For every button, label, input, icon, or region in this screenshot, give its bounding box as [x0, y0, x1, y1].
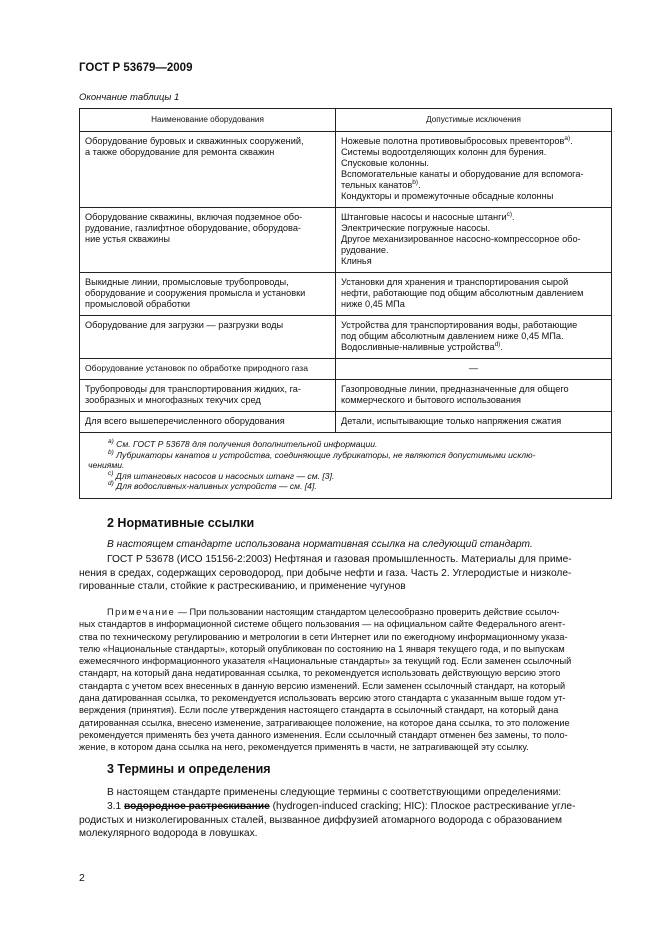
footnote — [88, 471, 605, 482]
cell-line: Для всего вышеперечисленного оборудования — [85, 416, 285, 426]
table-row — [80, 380, 612, 412]
column-header-equipment: Наименование оборудования — [80, 109, 336, 132]
term: водородное растрескивание — [124, 801, 270, 812]
table-row — [80, 273, 612, 316]
table-row — [80, 359, 612, 380]
intro-line: В настоящем стандарте применены следующие термины с соответствующими определениями: — [107, 787, 562, 798]
section-3-heading: 3 Термины и определения — [107, 762, 271, 776]
cell-line: Оборудование установок по обработке природного газа — [85, 363, 309, 373]
equipment-cell — [80, 273, 336, 316]
cell-line: ниже 0,45 МПа — [341, 299, 405, 309]
cell-line: Газопроводные линии, предназначенные для общего — [341, 384, 569, 394]
table-row — [80, 208, 612, 273]
definition-text: (hydrogen-induced cracking; HIC): Плоское растрескивание угле- — [269, 801, 576, 812]
reference-line: гированные стали, стойкие к растрескиванию, и применение чугунов — [79, 581, 406, 592]
cell-line: рудование, газлифтное оборудование, оборудова- — [85, 223, 301, 233]
cell-line: коммерческого и бытового использования — [341, 395, 521, 405]
reference-line: ГОСТ Р 53678 (ИСО 15156-2:2003) Нефтяная и газовая промышленность. Материалы для приме- — [107, 554, 572, 565]
cell-line: Другое механизированное насосно-компрессорное обо- — [341, 234, 581, 244]
equipment-cell — [80, 412, 336, 433]
footnote-text: Для водосливных-наливных устройств — см. [4]. — [113, 481, 317, 491]
document-header: ГОСТ Р 53679—2009 — [79, 62, 193, 74]
equipment-exceptions-table — [79, 108, 612, 499]
footnote-ref: b) — [412, 178, 419, 186]
footnote-mark: d) — [108, 480, 114, 488]
footnote — [88, 450, 605, 461]
definition-line — [79, 800, 612, 814]
cell-line: ние устья скважины — [85, 234, 170, 244]
cell-line — [341, 212, 606, 223]
note-line: верждения (принятия). Если после утверждения настоящего стандарта в ссылочный стандарт, на который дана — [79, 705, 559, 716]
cell-line: Выкидные линии, промысловые трубопроводы, — [85, 277, 289, 287]
footnote-mark: b) — [108, 448, 114, 456]
table-continuation-caption: Окончание таблицы 1 — [79, 92, 180, 103]
reference-line: нения в средах, содержащих сероводород, при добыче нефти и газа. Часть 2. Углеродистые и низколе- — [79, 567, 572, 579]
cell-text: . — [512, 212, 515, 222]
cell-line: Системы водоотделяющих колонн для бурения. — [341, 147, 547, 157]
term-definition — [79, 800, 612, 841]
note-line — [79, 606, 612, 618]
cell-line: оборудование и сооружения промысла и установки — [85, 288, 306, 298]
note-line: ежемесячного информационного указателя «Национальные стандарты» за текущий год. Если заменен ссылочный — [79, 656, 572, 667]
footnote — [88, 460, 605, 471]
footnote-text: См. ГОСТ Р 53678 для получения дополнительной информации. — [113, 439, 378, 449]
table-row — [80, 412, 612, 433]
column-header-exceptions: Допустимые исключения — [336, 109, 612, 132]
cell-line: промысловой обработки — [85, 299, 190, 309]
exceptions-cell — [336, 380, 612, 412]
cell-line: а также оборудование для ремонта скважин — [85, 147, 275, 157]
note-line: стандарт, на который дана недатированная ссылка, то рекомендуется использовать действующую версию этого — [79, 668, 561, 679]
cell-line: Кондукторы и промежуточные обсадные колонны — [341, 191, 554, 201]
cell-text: Штанговые насосы и насосные штанги — [341, 212, 507, 222]
exceptions-cell — [336, 359, 612, 380]
cell-text: Водосливные-наливные устройства — [341, 342, 495, 352]
note-label: Примечание — [107, 607, 176, 617]
exceptions-cell — [336, 273, 612, 316]
cell-line: Оборудование для загрузки — разгрузки воды — [85, 320, 284, 330]
section-2-intro — [79, 538, 612, 552]
cell-line — [341, 136, 606, 147]
equipment-cell — [80, 380, 336, 412]
exceptions-cell — [336, 316, 612, 359]
footnote-mark: а) — [108, 438, 114, 446]
cell-line: Установки для хранения и транспортирования сырой — [341, 277, 569, 287]
footnote-text: Для штанговых насосов и насосных штанг — см. [3]. — [113, 470, 335, 481]
equipment-cell — [80, 132, 336, 208]
cell-line: Оборудование скважины, включая подземное обо- — [85, 212, 303, 222]
table-row — [80, 132, 612, 208]
footnote — [88, 439, 605, 450]
definition-line: родистых и низколегированных сталей, вызванное диффузией атомарного водорода с образованием — [79, 814, 563, 826]
table-footnotes-row — [80, 433, 612, 499]
section-2-heading: 2 Нормативные ссылки — [107, 516, 255, 530]
footnote-ref: а) — [564, 134, 571, 142]
normative-reference — [79, 553, 612, 594]
footnote-text: чениями. — [88, 460, 125, 470]
cell-line: Оборудование буровых и скважинных сооружений, — [85, 136, 304, 146]
equipment-cell — [80, 316, 336, 359]
cell-line — [341, 180, 606, 191]
cell-line: Вспомогательные канаты и оборудование для вспомога- — [341, 169, 584, 179]
note-line: датированная ссылка, внесено изменение, затрагивающее положение, на которое дана ссылка, то это положение — [79, 717, 570, 728]
cell-text: . — [418, 180, 421, 190]
cell-line: Устройства для транспортирования воды, работающие — [341, 320, 578, 330]
section-3-intro — [79, 786, 612, 800]
note-line: телю «Национальные стандарты», который опубликован по состоянию на 1 января текущего года, и по выпускам — [79, 643, 565, 654]
note-line: ных стандартов в информационной системе общего пользования — на официальном сайте Федерального агент- — [79, 619, 566, 630]
footnote-ref: d) — [494, 340, 501, 348]
intro-line: В настоящем стандарте использована нормативная ссылка на следующий стандарт. — [107, 539, 533, 550]
note-line: ства по техническому регулированию и метрологии в сети Интернет или по ежегодному информационному указа- — [79, 631, 568, 642]
equipment-cell — [80, 359, 336, 380]
cell-text: Ножевые полотна противовыбросовых превенторов — [341, 136, 565, 146]
exceptions-cell — [336, 132, 612, 208]
page-number: 2 — [79, 872, 85, 884]
cell-line: нефти, работающие под общим абсолютным давлением — [341, 288, 584, 298]
exceptions-cell — [336, 412, 612, 433]
table-footnotes — [80, 433, 612, 499]
reference-note — [79, 606, 612, 754]
cell-line: Электрические погружные насосы. — [341, 223, 491, 233]
table-header-row — [80, 109, 612, 132]
cell-line: Спусковые колонны. — [341, 158, 429, 168]
cell-line: Детали, испытывающие только напряжения сжатия — [341, 416, 562, 426]
footnote-text: Лубрикаторы канатов и устройства, соединяющие лубрикаторы, не являются допустимыми исклю- — [113, 449, 536, 460]
cell-line: — — [468, 363, 479, 373]
cell-line: Трубопроводы для транспортирования жидких, га- — [85, 384, 301, 394]
cell-text: тельных канатов — [341, 180, 413, 190]
equipment-cell — [80, 208, 336, 273]
note-line: стандарта с учетом всех внесенных в данную версию изменений. Если заменен ссылочный стандарт, на который — [79, 680, 566, 691]
note-line: дана датированная ссылка, то рекомендуется использовать версию этого стандарта с указанным выше годом ут- — [79, 693, 566, 704]
cell-text: . — [500, 342, 503, 352]
footnote-ref: с) — [506, 210, 513, 218]
note-line: жение, в котором дана ссылка на него, рекомендуется применять в части, не затрагивающей эту ссылку. — [79, 742, 529, 753]
exceptions-cell — [336, 208, 612, 273]
cell-line: под общим абсолютным давлением ниже 0,45 МПа. — [341, 331, 564, 341]
definition-line: молекулярного водорода в ловушках. — [79, 828, 258, 839]
cell-line: рудование. — [341, 245, 389, 255]
cell-line — [341, 342, 606, 353]
note-line: рекомендуется применять без учета данного изменения. Если ссылочный стандарт отменен без замены, то поло- — [79, 729, 568, 740]
note-text: — При пользовании настоящим стандартом целесообразно проверить действие ссылоч- — [175, 607, 560, 617]
table-row — [80, 316, 612, 359]
cell-line: Клинья — [341, 256, 372, 266]
cell-line: зообразных и многофазных текучих сред — [85, 395, 261, 405]
cell-text: . — [570, 136, 573, 146]
term-number: 3.1 — [107, 801, 122, 812]
footnote-mark: с) — [108, 469, 114, 477]
footnote — [88, 481, 605, 492]
